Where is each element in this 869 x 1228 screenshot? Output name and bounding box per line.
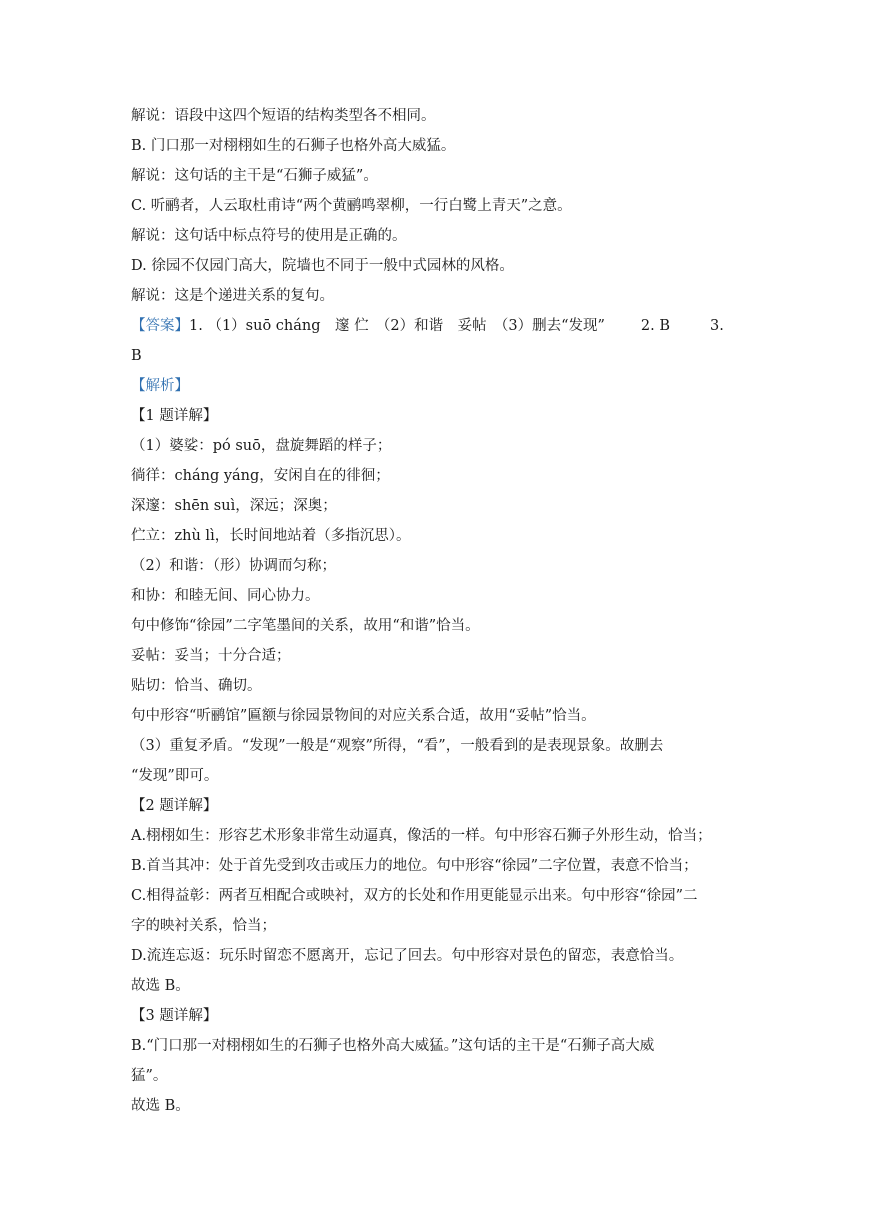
text-line: 解说：这句话的主干是“石狮子威猛”。 bbox=[131, 168, 378, 184]
text-line: 和协：和睦无间、同心协力。 bbox=[131, 588, 320, 604]
text-line: 解说：语段中这四个短语的结构类型各不相同。 bbox=[131, 108, 436, 124]
answer-part-3: 3. bbox=[710, 318, 724, 334]
option-c: C. 听鹂者，人云取杜甫诗“两个黄鹂鸣翠柳，一行白鹭上青天”之意。 bbox=[131, 198, 572, 214]
analysis-tag: 【解析】 bbox=[131, 378, 189, 394]
answer-line bbox=[131, 316, 736, 336]
text-line: 字的映衬关系，恰当； bbox=[131, 918, 276, 934]
text-line: 故选 B。 bbox=[131, 1098, 190, 1114]
text-line: 徜徉：cháng yáng，安闲自在的徘徊； bbox=[131, 468, 390, 484]
text-line: B.“门口那一对栩栩如生的石狮子也格外高大威猛。”这句话的主干是“石狮子高大威 bbox=[131, 1038, 655, 1054]
text-line: C.相得益彰：两者互相配合或映衬，双方的长处和作用更能显示出来。句中形容“徐园”二 bbox=[131, 888, 698, 904]
answer-part-2: 2. B bbox=[640, 318, 671, 334]
answer-tag: 【答案】 bbox=[131, 318, 189, 334]
text-line: D.流连忘返：玩乐时留恋不愿离开，忘记了回去。句中形容对景色的留恋，表意恰当。 bbox=[131, 948, 684, 964]
text-line: “发现”即可。 bbox=[131, 768, 219, 784]
text-line: B bbox=[131, 348, 142, 364]
text-line: 故选 B。 bbox=[131, 978, 190, 994]
section-heading: 【1 题详解】 bbox=[131, 408, 218, 424]
text-line: 深邃：shēn suì，深远；深奥； bbox=[131, 498, 337, 514]
text-line: 伫立：zhù lì，长时间地站着（多指沉思）。 bbox=[131, 528, 411, 544]
option-d: D. 徐园不仅园门高大，院墙也不同于一般中式园林的风格。 bbox=[131, 258, 514, 274]
text-line: B.首当其冲：处于首先受到攻击或压力的地位。句中形容“徐园”二字位置，表意不恰当； bbox=[131, 858, 698, 874]
text-line: 贴切：恰当、确切。 bbox=[131, 678, 262, 694]
section-heading: 【2 题详解】 bbox=[131, 798, 218, 814]
text-line: （3）重复矛盾。“发现”一般是“观察”所得，“看”，一般看到的是表现景象。故删去 bbox=[131, 738, 664, 754]
text-line: （2）和谐：（形）协调而匀称； bbox=[131, 558, 336, 574]
section-heading: 【3 题详解】 bbox=[131, 1008, 218, 1024]
option-b: B. 门口那一对栩栩如生的石狮子也格外高大威猛。 bbox=[131, 138, 456, 154]
text-line: 猛”。 bbox=[131, 1068, 168, 1084]
answer-part-1: 1. （1）suō cháng 邃 伫 （2）和谐 妥帖 （3）删去“发现” bbox=[189, 318, 605, 334]
text-line: 妥帖：妥当；十分合适； bbox=[131, 648, 291, 664]
text-line: A.栩栩如生：形容艺术形象非常生动逼真，像活的一样。句中形容石狮子外形生动，恰当； bbox=[131, 828, 712, 844]
text-line: （1）婆娑：pó suō，盘旋舞蹈的样子； bbox=[131, 438, 392, 454]
text-line: 句中修饰“徐园”二字笔墨间的关系，故用“和谐”恰当。 bbox=[131, 618, 480, 634]
text-line: 解说：这是个递进关系的复句。 bbox=[131, 288, 334, 304]
text-line: 句中形容“听鹂馆”匾额与徐园景物间的对应关系合适，故用“妥帖”恰当。 bbox=[131, 708, 596, 724]
text-line: 解说：这句话中标点符号的使用是正确的。 bbox=[131, 228, 407, 244]
